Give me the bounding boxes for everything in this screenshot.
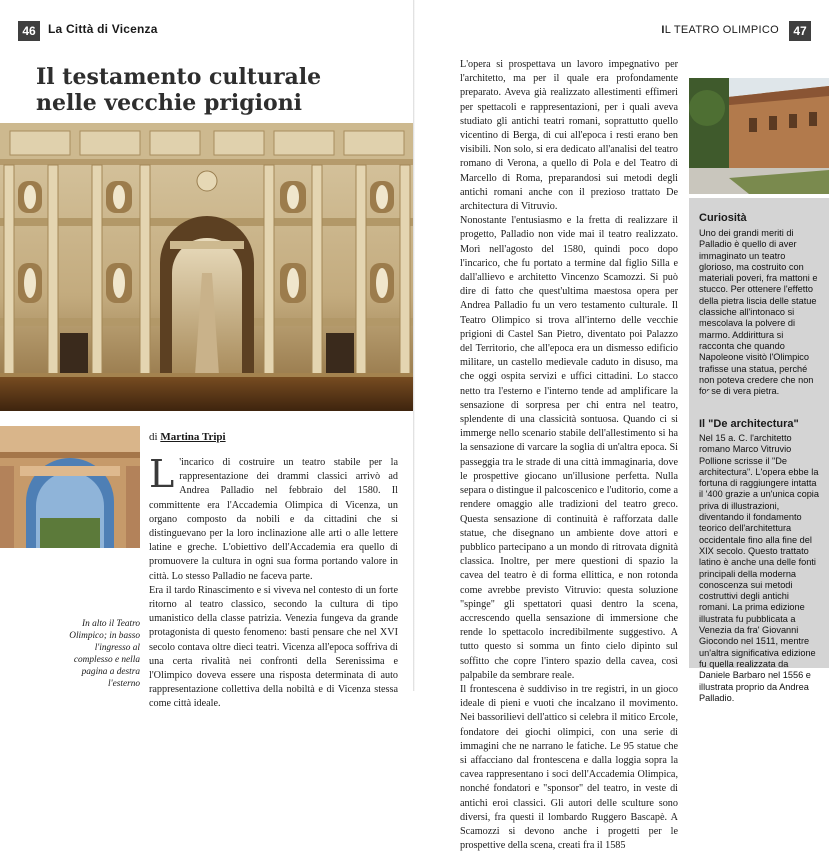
running-head-rest: L TEATRO OLIMPICO — [664, 24, 779, 36]
headline-line-1: Il testamento culturale — [36, 64, 322, 90]
article-headline — [36, 64, 406, 116]
running-head-left: La Città di Vicenza — [48, 22, 158, 36]
paragraph: Era il tardo Rinascimento e si viveva nel contesto di un forte ritorno al teatro classico, secondo la cultura di tipo umanistico della classe patrizia. Venezia fungeva da grande protagonista di questo fenomeno: basti pensare che nel XVI secolo contava oltre dieci teatri. Vicenza all'epoca soffriva di una certa rivalità nei confronti della Serenissima e l'Olimpico doveva essere una risposta determinata di auto rappresentazione collettiva della nobiltà e di Vicenza stessa come città ideale. — [149, 584, 398, 710]
sidebar-notch — [689, 388, 711, 408]
curiosita-title: Curiosità — [699, 212, 747, 224]
paragraph: L'opera si prospettava un lavoro impegnativo per l'architetto, ma per il quale era profondamente preparato. Aveva già realizzato allestimenti effimeri per spettacoli e rappresentazioni, per i quali aveva studiato gli antichi teatri romani, soprattutto quello vicentino di Berga, di cui all'epoca i resti erano ben visibili. Non solo, si era dedicato all'analisi del teatro romano di Verona, a quello di Pola e del Teatro di Marcello di Roma, preparandosi sui metodi degli antichi romani anche con il prezioso trattato De architectura di Vitruvio. — [460, 59, 678, 213]
curiosita-box — [689, 198, 829, 408]
paragraph: Nonostante l'entusiasmo e la fretta di realizzare il progetto, Palladio non vide mai il teatro realizzato. Morì nell'agosto del 1580, quindi poco dopo l'incarico, che fu portato a termine dal figlio Silla e dall'allievo e architetto Vincenzo Scamozzi. Si può dire di fatto che quest'ultima maestosa opera per Andrea Palladio fu un vero testamento culturale. Il Teatro Olimpico si trova all'interno delle vecchie prigioni di Castel San Pietro, diventato poi Palazzo del Territorio, che all'epoca era un dismesso edificio militare, un castello medievale caduto in disuso, ma che oggi ospita servizi e uffici cittadini. Lo stacco netto tra l'esterno e l'interno tende ad amplificare la sensazione di sorpresa per chi entra nel teatro, splendente di una classicità sontuosa. Quando ci si immerge nello scenario stabile dell'allestimento si ha la sensazione di varcare la soglia di un'altra epoca. Si passeggia tra le strade di una città immaginaria, dove le prospettive giocano un'illusione perfetta. Nulla separa o distingue il palcoscenico e l'uditorio, come a rendere omaggio alle tradizioni del teatro greco. Questa sensazione di continuità è rafforzata dalle statue, che disegnano un ambiente dove attori e pubblico partecipano a un mondo di ritrovata dignità classica. Inoltre, per mere questioni di spazio la cavea del teatro è di forma ellittica, e non rotonda come avrebbe previsto Vitruvio: questa soluzione "spinge" gli spettatori quasi dentro la scena, accrescendo quella sensazione di immersione che rende lo spettacolo incredibilmente suggestivo. A tutto questo si somma un finto cielo dipinto sul soffitto che copre l'intero spazio della cavea, così palpabile da sembrare reale. — [460, 215, 678, 681]
byline-author: Martina Tripi — [160, 431, 226, 443]
running-head-initial: I — [661, 24, 665, 36]
stage-illustration — [0, 123, 414, 411]
drop-cap: L — [149, 452, 175, 496]
exterior-illustration — [689, 78, 829, 194]
teatro-olimpico-stage-photo — [0, 123, 414, 411]
photo-caption: In alto il Teatro Olimpico; in basso l'ingresso al complesso e nella pagina a destra l'esterno — [69, 619, 140, 689]
de-architectura-title: Il "De architectura" — [699, 418, 799, 430]
byline-prefix: di — [149, 431, 158, 443]
right-page — [414, 0, 829, 852]
exterior-photo — [689, 78, 829, 194]
de-architectura-text: Nel 15 a. C. l'architetto romano Marco Vitruvio Pollione scrisse il "De architectura". L'opera ebbe la fortuna di raggiungere intatta il '400 grazie a un'unica copia priva di illustrazioni, diventando il fondamento teorico dell'architettura occidentale fino alla fine del XIX secolo. Questo trattato latino è anche una delle fonti principali della moderna conoscenza sui metodi costruttivi degli antichi romani. La prima edizione illustrata fu pubblicata a Venezia da fra' Giovanni Giocondo nel 1511, mentre un'altra significativa edizione fu quella realizzata da Daniele Barbaro nel 1556 e illustrata proprio da Andrea Palladio. — [699, 433, 819, 703]
curiosita-text: Uno dei grandi meriti di Palladio è quello di aver immaginato un teatro glorioso, ma costruito con materiali poveri, fra mattoni e stucco. Per ottenere l'effetto della pietra liscia delle statue classiche all'intonaco si mescolava la polvere di marmo. Addirittura si racconta che quando Napoleone visitò l'Olimpico trafisse una statua, perché non poteva credere che non fosse di vera pietra. — [699, 228, 818, 397]
entrance-illustration — [0, 426, 140, 548]
entrance-photo — [0, 426, 140, 548]
paragraph: 'incarico di costruire un teatro stabile per la rappresentazione dei drammi classici arrivò ad Andrea Palladio nel febbraio del 1580. Il committente era l'Accademia Olimpica di Vicenza, un organo composto da nobili e da cittadini che si distinguevano per la loro inclinazione alle arti o alle lettere latine e greche. L'obiettivo dell'Accademia era quello di promuovere la cultura in ogni sua forma portando valore in città. Lo stesso Palladio ne faceva parte. — [149, 457, 398, 582]
article-column-left — [149, 452, 398, 712]
article-column-right — [460, 58, 678, 853]
paragraph: Il frontescena è suddiviso in tre registri, in un gioco ideale di pieni e vuoti che incalzano il movimento. Nei bassorilievi dell'attico si celebra il mitico Ercole, fondatore dei giochi olimpici, con una serie di immagini che ne narrano le fatiche. Le 95 statue che si affacciano dal frontescena e dalla loggia sopra la cavea rappresentano i soci dell'Accademia Olimpica, nonché fondatori e "sponsor" del teatro, in veste di antichi eroi classici. Gli autori delle sculture sono diversi, fra questi il lombardo Ruggero Bascapè. A Scamozzi si devono anche i progetti per le prospettive della scena, creati fra il 1585 — [460, 683, 678, 852]
left-page — [0, 0, 414, 710]
running-head-right — [661, 24, 779, 36]
page-number-left: 46 — [18, 21, 40, 41]
de-architectura-box — [689, 408, 829, 703]
headline-line-2: nelle vecchie prigioni — [36, 90, 303, 116]
page-number-right: 47 — [789, 21, 811, 41]
byline — [149, 431, 226, 443]
